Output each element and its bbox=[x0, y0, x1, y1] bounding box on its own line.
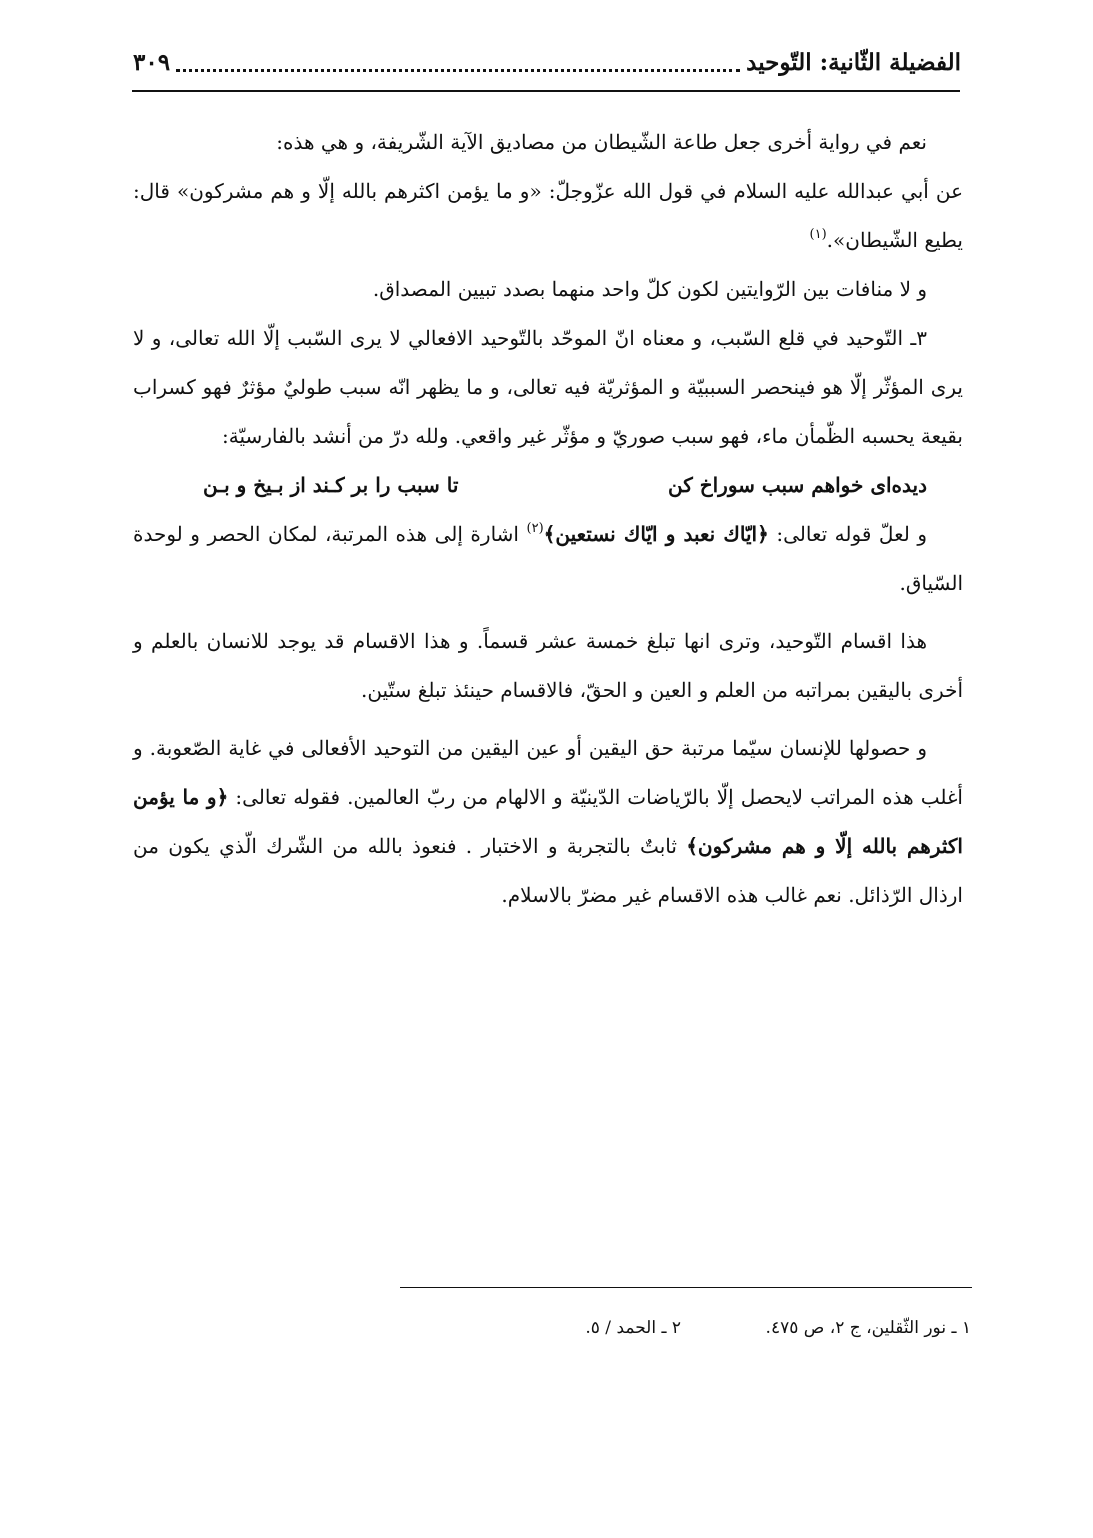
verse-hemistich-left: تا سبب را بر كـند از بـيخ و بـن bbox=[203, 473, 459, 497]
paragraph-7 bbox=[133, 724, 963, 920]
honorific: عليه السلام bbox=[733, 179, 830, 203]
paragraph-2 bbox=[133, 167, 963, 265]
paragraph-7-part-b: ثابتٌ بالتجربة و الاختبار . فنعوذ بالله من الشّرك الّذي يكون من ارذال الرّذائل. نعم غالب هذه الاقسام غير مضرّ بالاسلام. bbox=[133, 834, 963, 907]
ornate-bracket-close: ﴾ bbox=[686, 834, 698, 858]
footnote-1: ١ ـ نور الثّقلين، ج ٢، ص ٤٧٥. bbox=[765, 1318, 971, 1338]
quran-quote-1: ايّاك نعبد و ايّاك نستعين bbox=[555, 522, 758, 546]
running-head bbox=[133, 38, 961, 86]
ornate-bracket-close: ﴾ bbox=[543, 522, 556, 546]
paragraph-3: و لا منافات بين الرّوايتين لكون كلّ واحد منهما بصدد تبيين المصداق. bbox=[372, 277, 927, 301]
paragraph-1: نعم في رواية أخرى جعل طاعة الشّيطان من مصاديق الآية الشّريفة، و هي هذه: bbox=[276, 130, 927, 154]
footnote-ref-2: (٢) bbox=[526, 521, 544, 536]
footnote-rule bbox=[400, 1287, 972, 1288]
page-number: ٣٠٩ bbox=[133, 48, 171, 76]
paragraph-5 bbox=[133, 510, 963, 608]
paragraph-2-part-b: في قول الله عزّوجلّ: «و ما يؤمن اكثرهم بالله إلّا و هم مشركون» قال: يطيع الشّيطان». bbox=[133, 179, 963, 252]
header-rule bbox=[132, 90, 960, 92]
paragraph-4: ٣ـ التّوحيد في قلع السّبب، و معناه انّ الموحّد بالتّوحيد الافعالي لا يرى السّبب إلّا الله تعالى، و لا يرى المؤثّر إلّا هو فينحصر السببيّة و المؤثريّة فيه تعالى، و ما يظهر انّه سبب طوليٌ مؤثرٌ فهو كسراب بقيعة يحسبه الظّمأن ماء، فهو سبب صوريّ و مؤثّر غير واقعي. ولله درّ من أنشد بالفارسيّة: bbox=[133, 326, 963, 448]
paragraph-5-part-b: اشارة إلى هذه المرتبة، لمكان الحصر و لوحدة السّياق. bbox=[133, 522, 963, 595]
paragraph-2-part-a: عن أبي عبدالله bbox=[829, 179, 963, 203]
verse-hemistich-right: ديده‌اى خواهم سبب سوراخ كن bbox=[667, 473, 927, 497]
dot-leader bbox=[176, 69, 740, 72]
paragraph-5-part-a: و لعلّ قوله تعالى: bbox=[768, 522, 928, 546]
main-text bbox=[133, 118, 963, 920]
chapter-title: الفضيلة الثّانية: التّوحيد bbox=[746, 48, 961, 76]
footnote-ref-1: (١) bbox=[809, 227, 827, 242]
paragraph-7-part-a: و حصولها للإنسان سيّما مرتبة حق اليقين أو عين اليقين من التوحيد الأفعالى في غاية الصّعوبة. و أغلب هذه المراتب لايحصل إلّا بالرّياضات الدّينيّة و الالهام من ربّ العالمين. فقوله تعالى: bbox=[133, 736, 963, 809]
ornate-bracket-open: ﴿ bbox=[216, 785, 229, 809]
footnote-2: ٢ ـ الحمد / ٥. bbox=[585, 1318, 681, 1338]
paragraph-6: هذا اقسام التّوحيد، وترى انها تبلغ خمسة عشر قسماً. و هذا الاقسام قد يوجد للانسان بالعلم و أخرى باليقين بمراتبه من العلم و العين و الحقّ، فالاقسام حينئذ تبلغ ستّين. bbox=[133, 629, 963, 702]
footnotes bbox=[411, 1318, 971, 1338]
ornate-bracket-open: ﴿ bbox=[757, 522, 769, 546]
persian-verse bbox=[133, 461, 963, 510]
quran-quote-2: و ما يؤمن اكثرهم بالله إلّا و هم مشركون bbox=[133, 785, 963, 858]
